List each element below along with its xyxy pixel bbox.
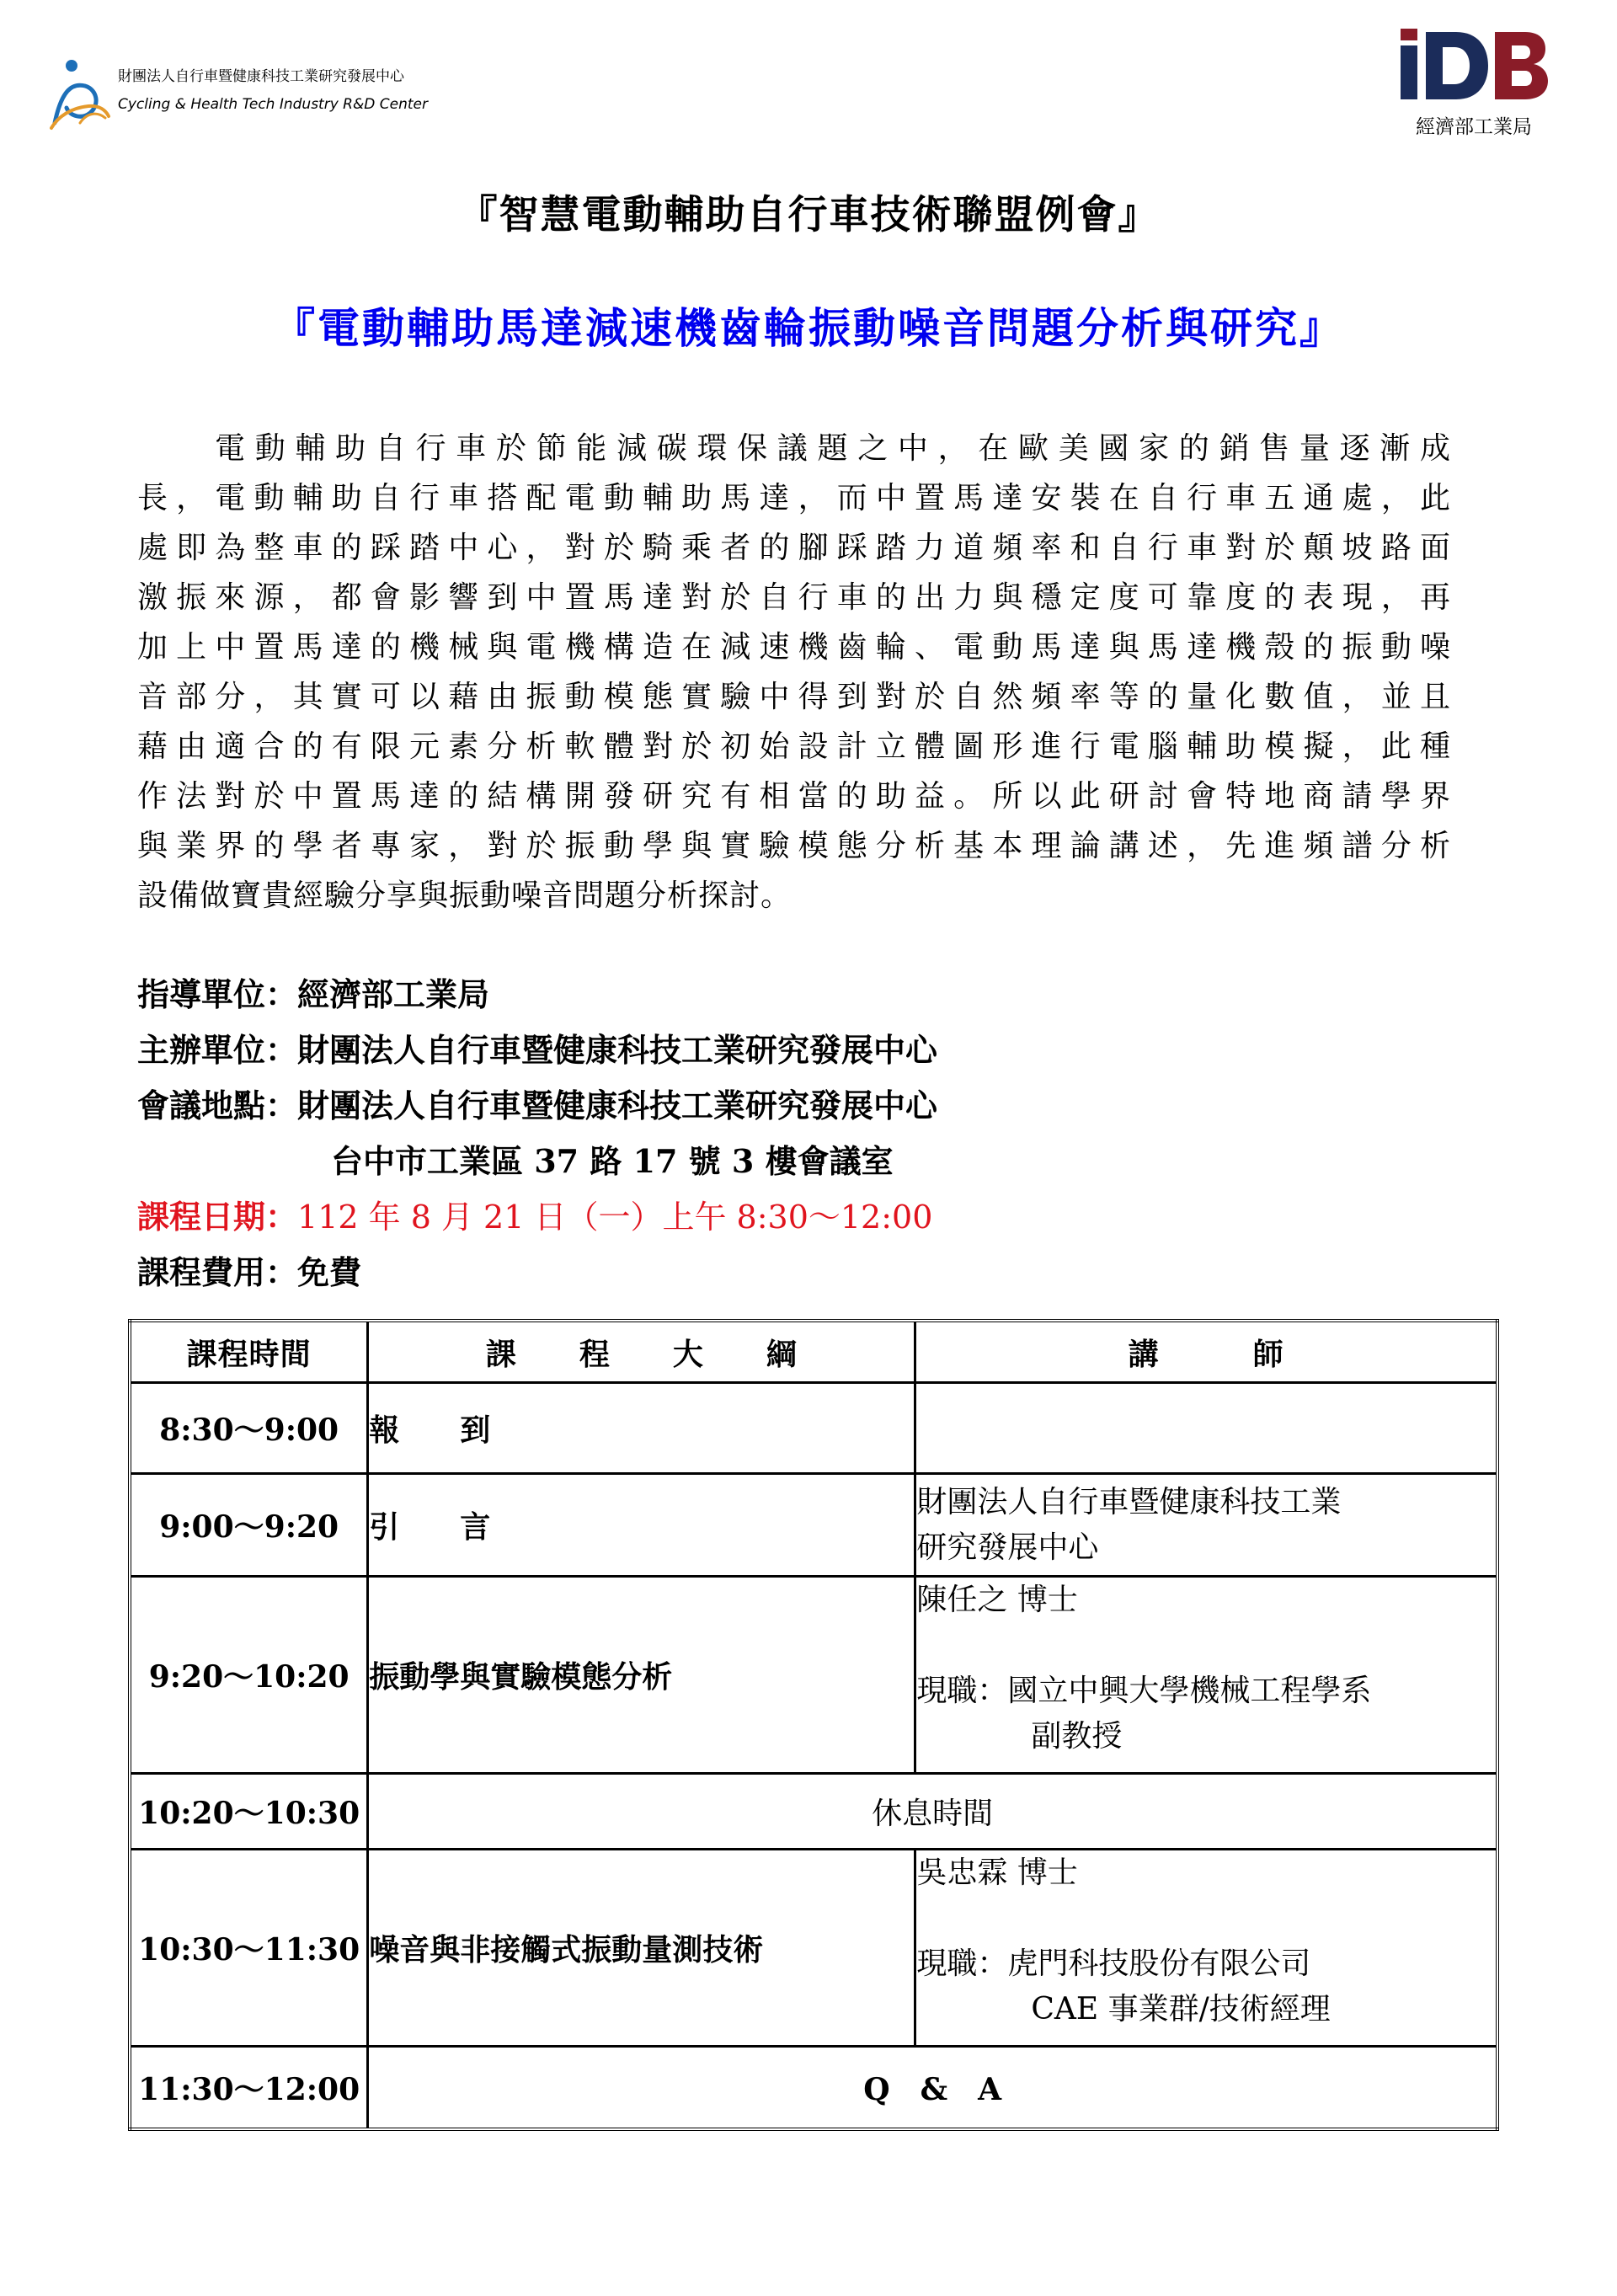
row-speaker xyxy=(915,1474,1497,1577)
row-time: 10:20～10:30 xyxy=(130,1774,368,1850)
row-time: 11:30～12:00 xyxy=(130,2047,368,2129)
table-row xyxy=(130,1577,1497,1774)
venue-value: 財團法人自行車暨健康科技工業研究發展中心 xyxy=(297,1087,938,1124)
speaker-line: 研究發展中心 xyxy=(916,1530,1099,1565)
row-time: 9:20～10:20 xyxy=(130,1577,368,1774)
row-topic: 振動學與實驗模態分析 xyxy=(368,1577,915,1774)
schedule-table xyxy=(128,1319,1499,2131)
intro-paragraph xyxy=(137,424,1451,921)
intro-line: 電動輔助自行車於節能減碳環保議題之中，在歐美國家的銷售量逐漸成 xyxy=(215,431,1451,466)
date-row xyxy=(137,1189,1316,1245)
intro-line: 與業界的學者專家，對於振動學與實驗模態分析基本理論講述，先進頻譜分析 xyxy=(137,829,1451,863)
header-speaker: 講 師 xyxy=(915,1321,1497,1383)
row-qa: Q & A xyxy=(368,2047,1497,2129)
speaker-title: 現職：國立中興大學機械工程學系 xyxy=(916,1674,1372,1708)
header-time: 課程時間 xyxy=(130,1321,368,1383)
row-break: 休息時間 xyxy=(368,1774,1497,1850)
speaker-name: 吳忠霖 博士 xyxy=(916,1855,1078,1890)
fee-label: 課程費用： xyxy=(137,1253,298,1291)
speaker-line: 財團法人自行車暨健康科技工業 xyxy=(916,1484,1342,1519)
organizer-label: 主辦單位： xyxy=(137,1031,298,1069)
row-time: 10:30～11:30 xyxy=(130,1850,368,2047)
row-speaker xyxy=(915,1850,1497,2047)
row-topic: 引 言 xyxy=(368,1474,915,1577)
logo-caption: 經濟部工業局 xyxy=(1416,116,1532,138)
row-topic: 報 到 xyxy=(368,1383,915,1474)
guidance-value: 經濟部工業局 xyxy=(297,975,490,1013)
intro-line: 音部分，其實可以藉由振動模態實驗中得到對於自然頻率等的量化數值，並且 xyxy=(137,680,1451,714)
table-row xyxy=(130,1774,1497,1850)
table-row xyxy=(130,1474,1497,1577)
intro-line: 設備做寶貴經驗分享與振動噪音問題分析探討。 xyxy=(137,878,792,913)
intro-line: 長，電動輔助自行車搭配電動輔助馬達，而中置馬達安裝在自行車五通處，此 xyxy=(137,481,1451,515)
row-topic: 噪音與非接觸式振動量測技術 xyxy=(368,1850,915,2047)
venue-address: 台中市工業區 37 路 17 號 3 樓會議室 xyxy=(331,1142,894,1180)
row-speaker-empty xyxy=(915,1383,1497,1474)
table-header-row xyxy=(130,1321,1497,1383)
idb-mark-icon xyxy=(1401,25,1548,103)
intro-line: 處即為整車的踩踏中心，對於騎乘者的腳踩踏力道頻率和自行車對於顛坡路面 xyxy=(137,531,1451,565)
speaker-title: 副教授 xyxy=(1031,1719,1123,1754)
organizer-value: 財團法人自行車暨健康科技工業研究發展中心 xyxy=(297,1031,938,1069)
event-title: 『智慧電動輔助自行車技術聯盟例會』 xyxy=(457,192,1160,238)
cycling-center-logo-icon xyxy=(46,57,114,133)
intro-line: 作法對於中置馬達的結構開發研究有相當的助益。所以此研討會特地商請學界 xyxy=(137,779,1451,814)
intro-line: 藉由適合的有限元素分析軟體對於初始設計立體圖形進行電腦輔助模擬，此種 xyxy=(137,729,1451,764)
venue-label: 會議地點： xyxy=(137,1087,298,1124)
guidance-row xyxy=(137,967,1316,1023)
guidance-label: 指導單位： xyxy=(137,975,298,1013)
intro-line: 激振來源，都會影響到中置馬達對於自行車的出力與穩定度可靠度的表現，再 xyxy=(137,580,1451,615)
table-row xyxy=(130,1383,1497,1474)
row-time: 9:00～9:20 xyxy=(130,1474,368,1577)
date-label: 課程日期： xyxy=(137,1198,298,1236)
row-time: 8:30～9:00 xyxy=(130,1383,368,1474)
speaker-name: 陳任之 博士 xyxy=(916,1583,1078,1617)
idb-logo xyxy=(1394,25,1554,143)
table-row xyxy=(130,1850,1497,2047)
date-value: 112 年 8 月 21 日（一）上午 8:30～12:00 xyxy=(297,1199,933,1236)
row-speaker xyxy=(915,1577,1497,1774)
org-name-english: Cycling & Health Tech Industry R&D Center xyxy=(118,96,428,113)
fee-value: 免費 xyxy=(297,1253,362,1291)
intro-line: 加上中置馬達的機械與電機構造在減速機齒輪、電動馬達與馬達機殼的振動噪 xyxy=(137,630,1451,665)
header-topic: 課 程 大 綱 xyxy=(368,1321,915,1383)
session-topic-title: 『電動輔助馬達減速機齒輪振動噪音問題分析與研究』 xyxy=(273,303,1344,353)
org-name-chinese: 財團法人自行車暨健康科技工業研究發展中心 xyxy=(118,68,404,85)
event-info xyxy=(137,967,1316,1300)
speaker-title: CAE 事業群/技術經理 xyxy=(1031,1992,1331,2026)
venue-row xyxy=(137,1078,1316,1134)
speaker-title: 現職：虎門科技股份有限公司 xyxy=(916,1946,1311,1981)
fee-row xyxy=(137,1245,1316,1300)
organizer-row xyxy=(137,1023,1316,1078)
table-row xyxy=(130,2047,1497,2129)
org-logo xyxy=(46,57,484,133)
